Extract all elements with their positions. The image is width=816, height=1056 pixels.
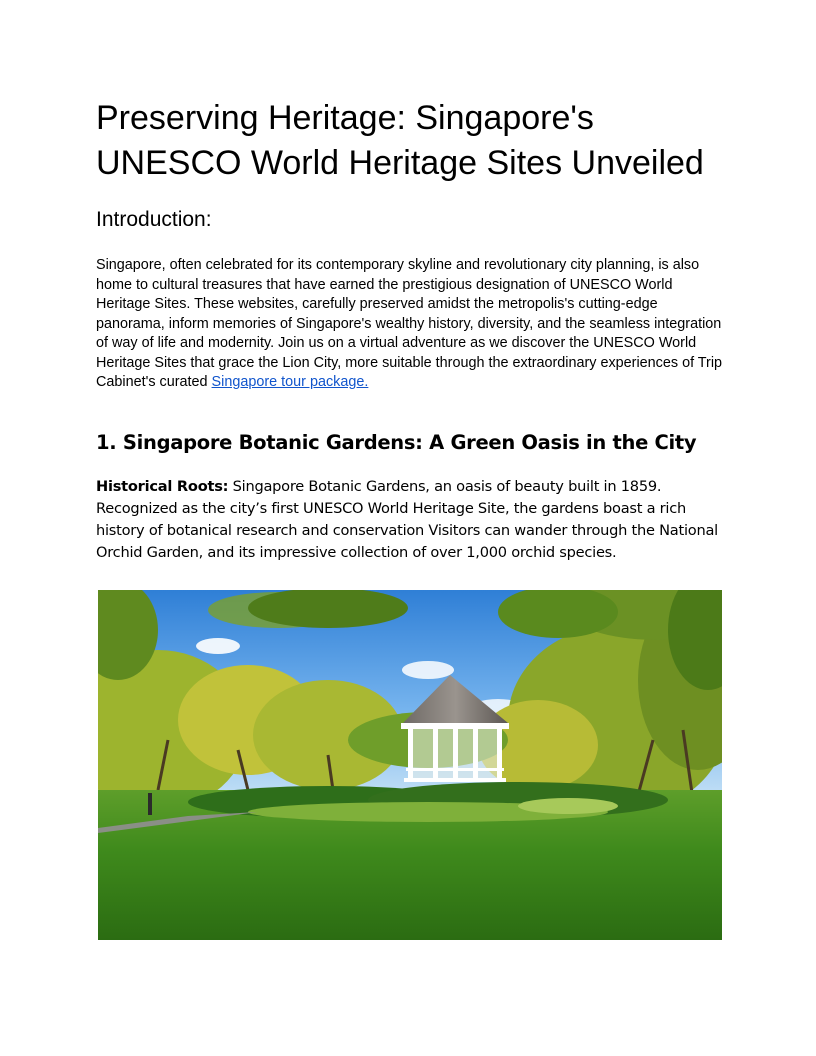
cloud (196, 638, 240, 654)
intro-text: Singapore, often celebrated for its contemporary skyline and revolutionary city planning, is also home to cultural treasures that have earned the prestigious designation of UNESCO World Heritage Sites. These websites, carefully preserved amidst the metropolis's cutting-edge panorama, inform memories of Singapore's wealthy history, diversity, and the seamless integration of way of life and modernity. Join us on a virtual adventure as we discover the UNESCO World Heritage Sites that grace the Lion City, more suitable through the extraordinary experiences of Trip Cabinet's curated (96, 257, 723, 390)
tour-package-link[interactable]: Singapore tour package. (211, 374, 369, 390)
botanic-gardens-paragraph (96, 476, 726, 564)
botanic-gardens-bandstand-photo (98, 590, 722, 940)
lamp-post (148, 793, 152, 815)
historical-roots-label: Historical Roots: (96, 478, 229, 495)
intro-paragraph (96, 256, 726, 393)
botanic-gardens-text: Singapore Botanic Gardens, an oasis of beauty built in 1859. Recognized as the city’s first UNESCO World Heritage Site, the gardens boast a rich history of botanical research and conservation Visitors can wander through the National Orchid Garden, and its impressive collection of over 1,000 orchid species. (96, 478, 718, 561)
section-heading-botanic-gardens: 1. Singapore Botanic Gardens: A Green Oasis in the City (96, 431, 697, 454)
page-title: Preserving Heritage: Singapore's UNESCO World Heritage Sites Unveiled (96, 99, 704, 182)
cloud (402, 661, 454, 679)
section-subtitle-introduction: Introduction: (96, 208, 212, 231)
